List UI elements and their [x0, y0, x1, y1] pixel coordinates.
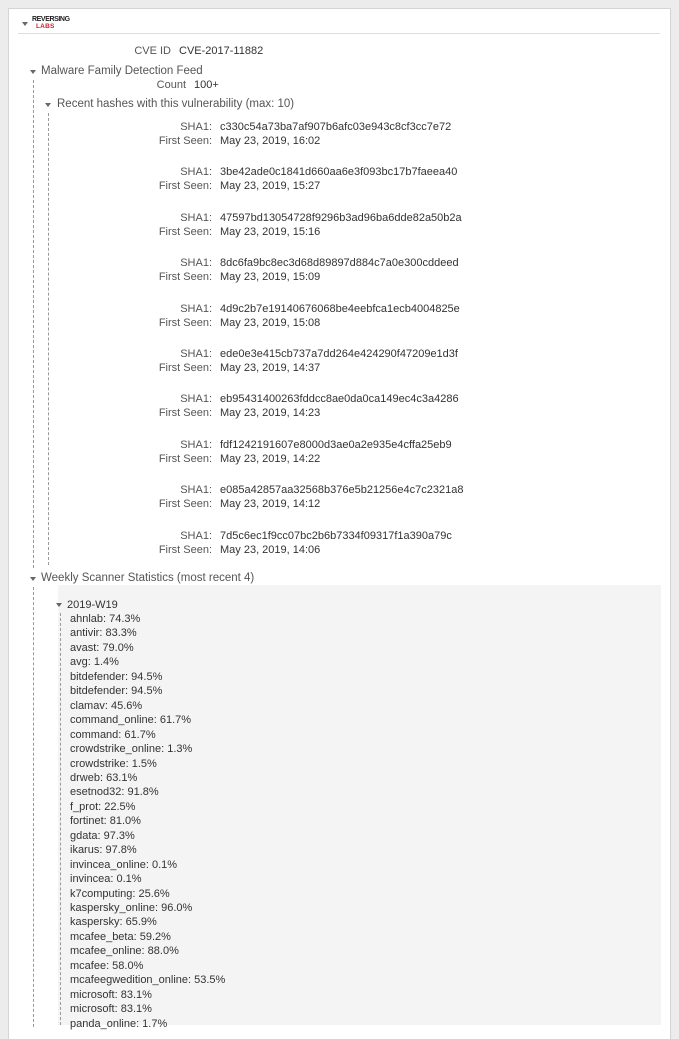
first-seen-value: May 23, 2019, 14:22	[220, 452, 321, 465]
recent-hashes-tree-line	[48, 113, 49, 565]
first-seen-label: First Seen:	[158, 225, 212, 238]
collapse-root-caret-icon[interactable]	[22, 22, 28, 26]
collapse-malware-feed-caret-icon[interactable]	[30, 70, 36, 74]
scanner-stat-item: ikarus: 97.8%	[70, 844, 137, 857]
scanner-stat-item: clamav: 45.6%	[70, 699, 143, 712]
scanner-stat-item: mcafee_beta: 59.2%	[70, 930, 171, 943]
sha1-value: 8dc6fa9bc8ec3d68d89897d884c7a0e300cddeed	[220, 257, 459, 270]
sha1-label: SHA1:	[180, 393, 212, 406]
first-seen-label: First Seen:	[158, 362, 212, 374]
sha1-value: fdf1242191607e8000d3ae0a2e935e4cffa25eb9	[220, 438, 452, 451]
sha1-label: SHA1:	[180, 438, 212, 451]
first-seen-label: First Seen:	[158, 498, 212, 511]
header-divider	[18, 33, 660, 34]
week-tree-line	[60, 613, 61, 1025]
collapse-weekly-stats-caret-icon[interactable]	[30, 577, 36, 581]
scanner-stat-item: bitdefender: 94.5%	[70, 685, 163, 698]
first-seen-value: May 23, 2019, 14:23	[220, 407, 321, 420]
scanner-stat-item: command: 61.7%	[70, 728, 156, 741]
scanner-stat-item: gdata: 97.3%	[70, 829, 135, 842]
scanner-stat-item: microsoft: 83.1%	[70, 988, 152, 1001]
logo-text-labs: LABS	[36, 23, 55, 30]
sha1-label: SHA1:	[180, 529, 212, 542]
scanner-stat-item: f_prot: 22.5%	[70, 800, 136, 813]
scanner-stat-item: mcafee: 58.0%	[70, 959, 144, 972]
first-seen-value: May 23, 2019, 14:37	[220, 362, 321, 374]
scanner-stat-item: kaspersky: 65.9%	[70, 916, 157, 929]
collapse-recent-hashes-caret-icon[interactable]	[45, 103, 51, 107]
weekly-stats-tree-line	[33, 587, 34, 1027]
sha1-label: SHA1:	[180, 302, 212, 315]
sha1-value: 3be42ade0c1841d660aa6e3f093bc17b7faeea40	[220, 166, 458, 179]
sha1-value: c330c54a73ba7af907b6afc03e943c8cf3cc7e72	[220, 121, 452, 133]
sha1-value: 7d5c6ec1f9cc07bc2b6b7334f09317f1a390a79c	[220, 529, 452, 542]
first-seen-label: First Seen:	[158, 135, 212, 147]
first-seen-value: May 23, 2019, 15:27	[220, 180, 321, 193]
sha1-label: SHA1:	[180, 257, 212, 270]
reversinglabs-logo	[32, 16, 72, 34]
scanner-stat-item: microsoft: 83.1%	[70, 1003, 152, 1016]
first-seen-value: May 23, 2019, 14:06	[220, 543, 321, 556]
malware-feed-tree-line	[33, 80, 34, 568]
scanner-stat-item: mcafeegwedition_online: 53.5%	[70, 974, 226, 987]
scanner-stat-item: command_online: 61.7%	[70, 714, 192, 727]
scanner-stat-item: esetnod32: 91.8%	[70, 786, 159, 799]
count-value: 100+	[194, 79, 219, 91]
weekly-stats-title[interactable]: Weekly Scanner Statistics (most recent 4)	[41, 572, 255, 584]
sha1-value: 47597bd13054728f9296b3ad96ba6dde82a50b2a	[220, 211, 462, 224]
scanner-stat-item: crowdstrike: 1.5%	[70, 757, 157, 770]
weekly-stats-box	[58, 585, 661, 1025]
first-seen-label: First Seen:	[158, 452, 212, 465]
sha1-value: e085a42857aa32568b376e5b21256e4c7c2321a8	[220, 484, 464, 497]
sha1-label: SHA1:	[180, 348, 212, 360]
first-seen-label: First Seen:	[158, 316, 212, 329]
scanner-stat-item: avast: 79.0%	[70, 641, 134, 654]
sha1-label: SHA1:	[180, 166, 212, 179]
first-seen-value: May 23, 2019, 15:16	[220, 225, 321, 238]
first-seen-label: First Seen:	[158, 180, 212, 193]
scanner-stat-item: drweb: 63.1%	[70, 771, 138, 784]
scanner-stat-item: antivir: 83.3%	[70, 627, 137, 640]
scanner-stat-item: crowdstrike_online: 1.3%	[70, 743, 193, 756]
week-label[interactable]: 2019-W19	[67, 599, 118, 611]
first-seen-value: May 23, 2019, 15:08	[220, 316, 321, 329]
sha1-value: ede0e3e415cb737a7dd264e424290f47209e1d3f	[220, 348, 458, 360]
scanner-stat-item: mcafee_online: 88.0%	[70, 945, 179, 958]
first-seen-value: May 23, 2019, 14:12	[220, 498, 321, 511]
first-seen-value: May 23, 2019, 15:09	[220, 271, 321, 284]
logo-text-reversing: REVERSING	[32, 16, 70, 23]
cve-id-value: CVE-2017-11882	[179, 45, 264, 57]
first-seen-value: May 23, 2019, 16:02	[220, 135, 321, 147]
scanner-stat-item: panda_online: 1.7%	[70, 1017, 168, 1030]
cve-id-label: CVE ID	[134, 45, 171, 57]
sha1-label: SHA1:	[180, 211, 212, 224]
scanner-stat-item: k7computing: 25.6%	[70, 887, 170, 900]
sha1-value: 4d9c2b7e19140676068be4eebfca1ecb4004825e	[220, 302, 460, 315]
scanner-stat-item: invincea_online: 0.1%	[70, 858, 178, 871]
sha1-value: eb95431400263fddcc8ae0da0ca149ec4c3a4286	[220, 393, 459, 406]
malware-feed-title[interactable]: Malware Family Detection Feed	[41, 65, 203, 77]
scanner-stat-item: avg: 1.4%	[70, 656, 119, 669]
collapse-week-caret-icon[interactable]	[56, 603, 62, 607]
first-seen-label: First Seen:	[158, 543, 212, 556]
sha1-label: SHA1:	[180, 484, 212, 497]
scanner-stat-item: fortinet: 81.0%	[70, 815, 141, 828]
sha1-label: SHA1:	[180, 121, 212, 133]
scanner-stat-item: invincea: 0.1%	[70, 873, 142, 886]
scanner-stat-item: kaspersky_online: 96.0%	[70, 902, 193, 914]
recent-hashes-title[interactable]: Recent hashes with this vulnerability (max: 10)	[57, 98, 295, 110]
scanner-stat-item: ahnlab: 74.3%	[70, 613, 141, 625]
first-seen-label: First Seen:	[158, 271, 212, 284]
first-seen-label: First Seen:	[158, 407, 212, 420]
count-label: Count	[156, 79, 186, 91]
scanner-stat-item: bitdefender: 94.5%	[70, 670, 163, 683]
